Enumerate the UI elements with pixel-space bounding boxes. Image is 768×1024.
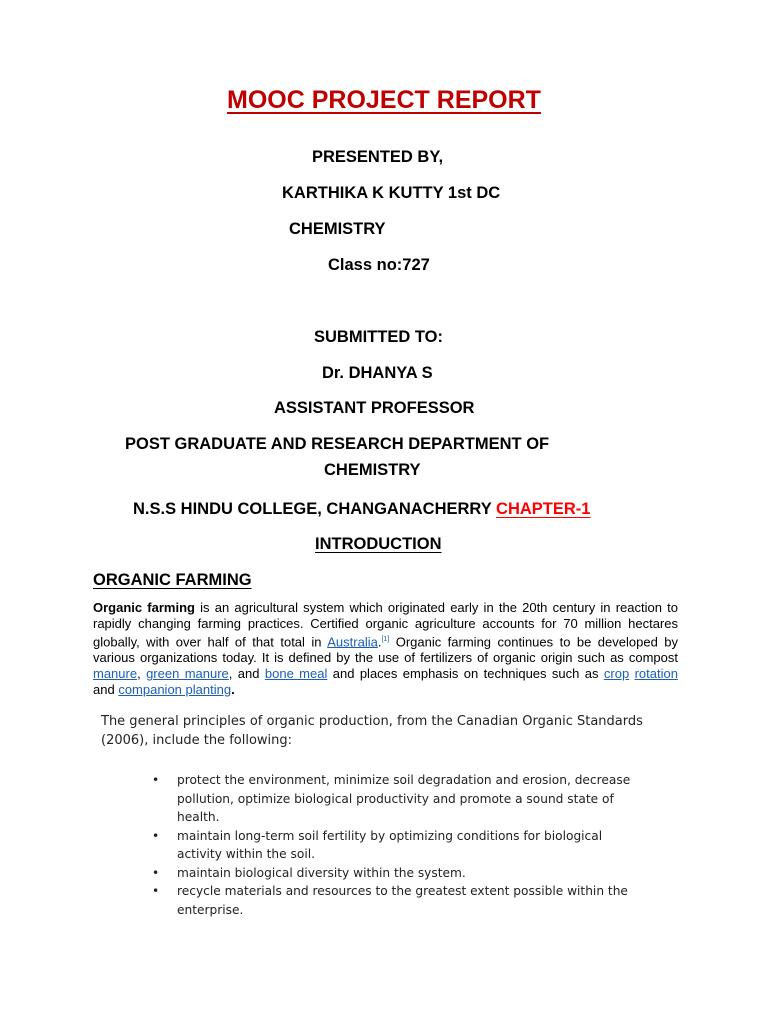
- separator: ,: [137, 666, 147, 682]
- department-line-2: CHEMISTRY: [324, 461, 421, 479]
- department-line-1: POST GRADUATE AND RESEARCH DEPARTMENT OF: [125, 435, 550, 453]
- link-crop[interactable]: crop: [603, 666, 630, 682]
- list-item: [152, 771, 632, 827]
- list-item: [152, 827, 632, 864]
- bullet-icon: •: [152, 884, 160, 898]
- college-name: N.S.S HINDU COLLEGE, CHANGANACHERRY: [133, 500, 492, 518]
- chapter-label: CHAPTER-1: [496, 500, 591, 518]
- report-title: [0, 86, 768, 115]
- section-heading: ORGANIC FARMING: [93, 571, 252, 589]
- link-manure[interactable]: manure: [93, 666, 138, 682]
- submitted-to-label: SUBMITTED TO:: [314, 328, 443, 346]
- bullet-icon: •: [152, 865, 160, 880]
- list-item: [152, 864, 632, 883]
- paragraph-end: .: [231, 682, 235, 698]
- principles-list: [152, 771, 632, 919]
- student-department: CHEMISTRY: [289, 220, 386, 238]
- separator: , and: [228, 666, 265, 682]
- period: .: [377, 634, 382, 650]
- principles-intro: The general principles of organic production, from the Canadian Organic Standards (2006), include the following:: [101, 714, 643, 748]
- link-australia[interactable]: Australia: [327, 634, 378, 650]
- link-rotation[interactable]: rotation: [634, 666, 678, 682]
- list-item-text: recycle materials and resources to the greatest extent possible within the enterprise.: [177, 884, 628, 917]
- link-companion-planting[interactable]: companion planting: [118, 682, 232, 698]
- report-title-text: MOOC PROJECT REPORT: [227, 86, 541, 114]
- organic-farming-paragraph: [93, 600, 678, 698]
- link-bone-meal[interactable]: bone meal: [264, 666, 328, 682]
- presented-by-label: PRESENTED BY,: [312, 148, 444, 166]
- link-green-manure[interactable]: green manure: [146, 666, 229, 682]
- list-item-text: protect the environment, minimize soil degradation and erosion, decrease pollution, optimize biological productivity and promote a sound state of health.: [177, 773, 631, 824]
- paragraph-lead: Organic farming: [93, 600, 195, 615]
- paragraph-text: Organic farming continues to be developed by various organizations today. It is defined by the use of fertilizers of organic origin such as compost: [93, 634, 678, 666]
- class-number: Class no:727: [328, 256, 430, 274]
- bullet-icon: •: [152, 828, 160, 843]
- footnote-ref[interactable]: [1]: [381, 636, 390, 643]
- list-item: [152, 882, 632, 919]
- list-item-text: maintain biological diversity within the system.: [177, 865, 466, 880]
- paragraph-text: and places emphasis on techniques such as: [327, 666, 604, 682]
- list-item-text: maintain long-term soil fertility by optimizing conditions for biological activity within the soil.: [177, 828, 603, 861]
- supervisor-designation: ASSISTANT PROFESSOR: [274, 399, 475, 417]
- bullet-icon: •: [152, 773, 160, 787]
- introduction-heading: INTRODUCTION: [315, 535, 442, 553]
- supervisor-name: Dr. DHANYA S: [322, 364, 433, 382]
- student-name: KARTHIKA K KUTTY 1st DC: [282, 184, 501, 202]
- paragraph-text: and: [93, 682, 119, 698]
- college-line: [133, 500, 590, 519]
- paragraph-text: is an agricultural system which originated early in the 20th century in reaction to rapidly changing farming practices. Certified organic agriculture accounts for 70 million hectares globally, with over half of that total in: [93, 600, 678, 650]
